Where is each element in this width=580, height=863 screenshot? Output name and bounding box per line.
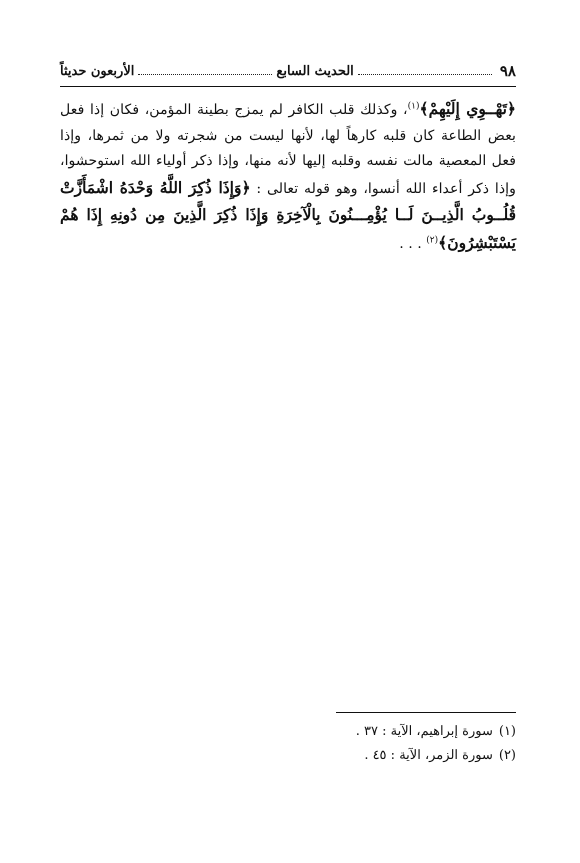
chapter-title: الحديث السابع bbox=[276, 63, 354, 79]
paragraph bbox=[60, 96, 516, 257]
footnotes bbox=[60, 720, 516, 768]
main-text bbox=[60, 96, 516, 257]
page-number: ٩٨ bbox=[499, 62, 516, 80]
quran-verse: تَهْــوِي إِلَيْهِمْ bbox=[428, 99, 507, 118]
footnote-text: سورة الزمر، الآية : ٤٥ . bbox=[364, 748, 493, 763]
footnote bbox=[60, 744, 516, 768]
header-leader-dots bbox=[358, 73, 492, 75]
quran-verse: وَإِذَا ذُكِرَ اللَّهُ وَحْدَهُ اشْمَأَزَّتْ قُلُــوبُ الَّذِيــنَ لَــا يُؤْمِـــنُونَ بِالْآخِرَةِ وَإِذَا ذُكِرَ الَّذِينَ مِن دُونِهِ إِذَا هُمْ يَسْتَبْشِرُونَ bbox=[60, 177, 516, 252]
footnote-ref: (١) bbox=[407, 101, 420, 112]
body-text: ، وكذلك قلب الكافر لم يمزج بطينة المؤمن، فكان إذا فعل بعض الطاعة كان قلبه كارهاً لها، لأنها ليست من شجرته ولا من ثمرها، وإذا فعل المعصية مالت نفسه وقلبه إليها لأنه منها، وإذا ذكر أولياء الله استوحشوا، وإذا ذكر أعداء الله أنسوا، وهو قوله تعالى : bbox=[60, 102, 516, 197]
running-header bbox=[60, 60, 516, 82]
quran-bracket-open: ﴿ bbox=[506, 99, 516, 118]
header-rule bbox=[60, 86, 516, 87]
footnote-text: سورة إبراهيم، الآية : ٣٧ . bbox=[355, 724, 493, 739]
book-title: الأربعون حديثاً bbox=[60, 63, 135, 79]
header-leader-dots bbox=[138, 73, 272, 75]
footnote-separator bbox=[336, 712, 516, 713]
quran-bracket-open: ﴿ bbox=[241, 177, 251, 197]
footnote-ref: (٢) bbox=[426, 234, 439, 245]
footnote-mark: (١) bbox=[498, 724, 516, 739]
quran-bracket-close: ﴾ bbox=[419, 99, 429, 118]
footnote bbox=[60, 720, 516, 744]
body-text-ending: . . . bbox=[399, 235, 427, 252]
footnote-mark: (٢) bbox=[498, 748, 516, 763]
quran-bracket-close: ﴾ bbox=[438, 232, 448, 252]
